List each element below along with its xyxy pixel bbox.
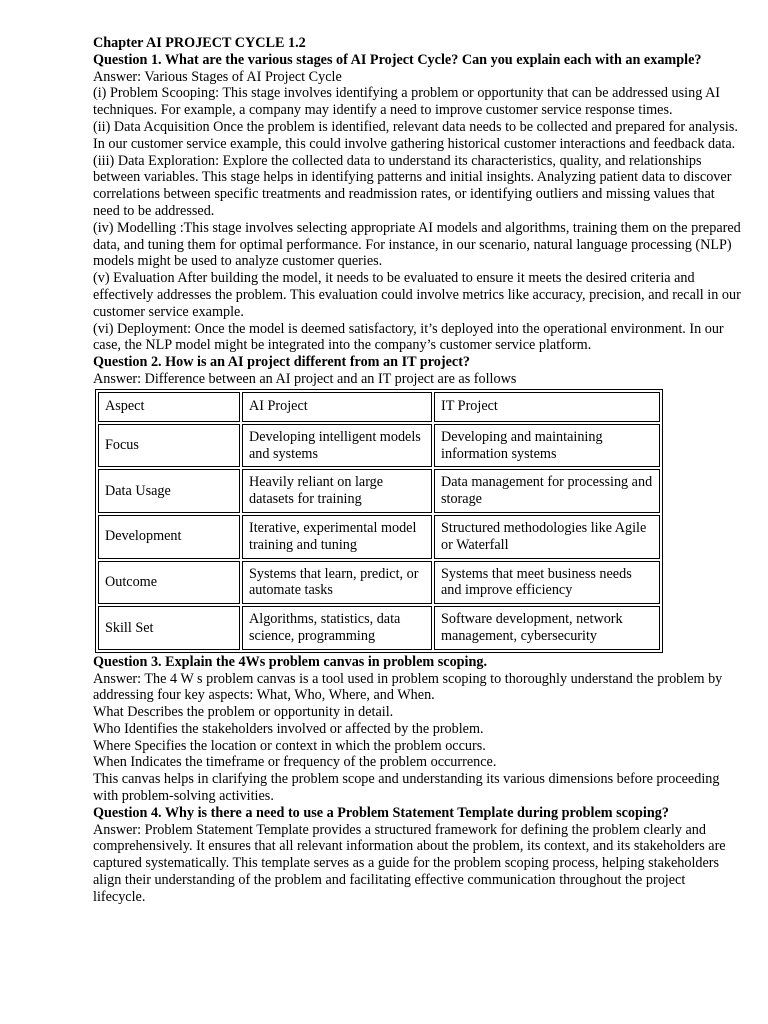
table-cell: Development <box>98 515 240 559</box>
stage-deployment: (vi) Deployment: Once the model is deemed satisfactory, it’s deployed into the operational environment. In our case, the NLP model might be integrated into the company’s customer service platform. <box>93 320 724 354</box>
stage-data-exploration: (iii) Data Exploration: Explore the collected data to understand its characteristics, quality, and relationships between variables. This stage helps in identifying patterns and initial insights. Analyzing patient data to discover correlations between specific treatments and readmission rates, or identifying outliers and missing values that need to be addressed. <box>93 152 732 219</box>
answer-1-intro: Answer: Various Stages of AI Project Cycle <box>93 68 342 85</box>
table-cell: Developing intelligent models and systems <box>242 424 432 468</box>
header-it-project: IT Project <box>434 392 660 422</box>
stage-problem-scoping: (i) Problem Scooping: This stage involves identifying a problem or opportunity that can be addressed using AI techniques. For example, a company may identify a need to improve customer service response times. <box>93 85 721 119</box>
table-row <box>98 606 660 650</box>
table-cell: Iterative, experimental model training and tuning <box>242 515 432 559</box>
answer-4: Answer: Problem Statement Template provides a structured framework for defining the problem clearly and comprehensively. It ensures that all relevant information about the problem, its context, and its stakeholders are captured systematically. This template serves as a guide for the problem scoping process, helping stakeholders align their understanding of the problem and facilitating effective communication throughout the project lifecycle. <box>93 821 726 905</box>
table-cell: Developing and maintaining information systems <box>434 424 660 468</box>
header-aspect: Aspect <box>98 392 240 422</box>
answer-3-summary: This canvas helps in clarifying the problem scope and understanding its various dimensions before proceeding with problem-solving activities. <box>93 771 720 805</box>
stage-modelling: (iv) Modelling :This stage involves selecting appropriate AI models and algorithms, training them on the prepared data, and tuning them for optimal performance. For instance, in our scenario, natural language processing (NLP) models might be used to analyze customer queries. <box>93 219 741 270</box>
answer-3-what: What Describes the problem or opportunity in detail. <box>93 704 394 721</box>
table-cell: Focus <box>98 424 240 468</box>
question-3: Question 3. Explain the 4Ws problem canvas in problem scoping. <box>93 653 488 670</box>
table-row <box>98 424 660 468</box>
table-cell: Data management for processing and storage <box>434 469 660 513</box>
stage-evaluation: (v) Evaluation After building the model, it needs to be evaluated to ensure it meets the desired criteria and effectively addresses the problem. This evaluation could involve metrics like accuracy, precision, and recall in our customer service example. <box>93 270 741 320</box>
table-cell: Heavily reliant on large datasets for training <box>242 469 432 513</box>
question-2: Question 2. How is an AI project different from an IT project? <box>93 354 471 371</box>
answer-3-who: Who Identifies the stakeholders involved or affected by the problem. <box>93 720 484 737</box>
table-row <box>98 561 660 605</box>
answer-3-when: When Indicates the timeframe or frequency of the problem occurrence. <box>93 754 497 771</box>
table-cell: Algorithms, statistics, data science, programming <box>242 606 432 650</box>
table-cell: Structured methodologies like Agile or Waterfall <box>434 515 660 559</box>
table-cell: Outcome <box>98 561 240 605</box>
question-1: Question 1. What are the various stages of AI Project Cycle? Can you explain each with an example? <box>93 51 702 68</box>
table-row <box>98 469 660 513</box>
document-page <box>93 35 741 906</box>
answer-3-where: Where Specifies the location or context in which the problem occurs. <box>93 737 486 754</box>
answer-3-line: Answer: The 4 W s problem canvas is a tool used in problem scoping to thoroughly understand the problem by addressing four key aspects: What, Who, Where, and When. <box>93 670 723 704</box>
table-row <box>98 515 660 559</box>
header-ai-project: AI Project <box>242 392 432 422</box>
table-cell: Data Usage <box>98 469 240 513</box>
table-cell: Systems that meet business needs and improve efficiency <box>434 561 660 605</box>
table-cell: Software development, network management, cybersecurity <box>434 606 660 650</box>
question-4: Question 4. Why is there a need to use a Problem Statement Template during problem scoping? <box>93 804 669 821</box>
stage-data-acquisition: (ii) Data Acquisition Once the problem is identified, relevant data needs to be collected and prepared for analysis. In our customer service example, this could involve gathering historical customer interactions and feedback data. <box>93 118 738 152</box>
table-cell: Skill Set <box>98 606 240 650</box>
comparison-table <box>95 389 663 653</box>
table-header-row <box>98 392 660 422</box>
table-cell: Systems that learn, predict, or automate tasks <box>242 561 432 605</box>
chapter-title: Chapter AI PROJECT CYCLE 1.2 <box>93 35 306 51</box>
answer-2-intro: Answer: Difference between an AI project and an IT project are as follows <box>93 370 517 387</box>
